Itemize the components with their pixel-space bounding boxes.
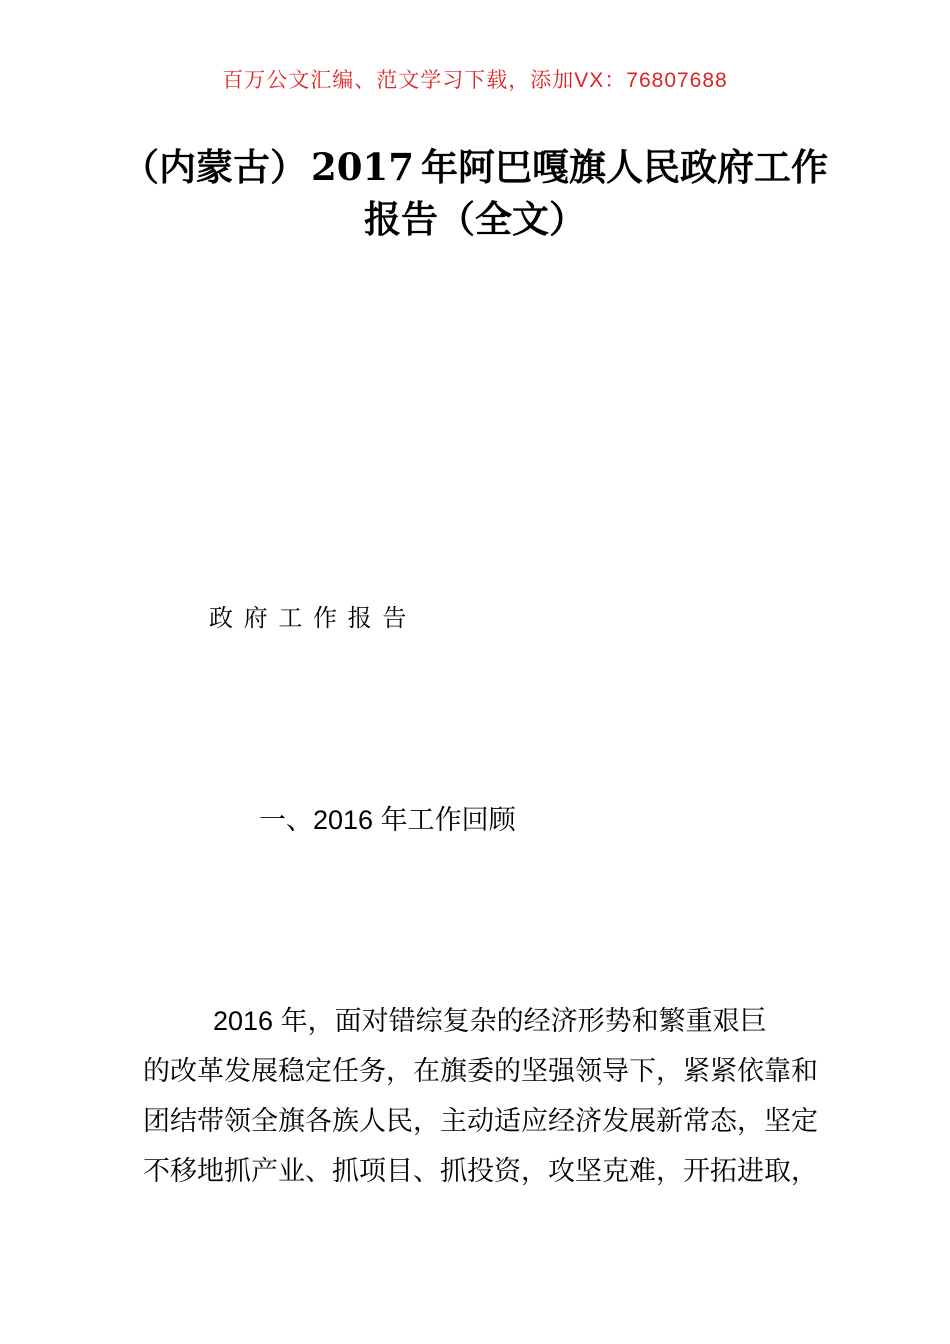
- paragraph-line: 不移地抓产业、抓项目、抓投资，攻坚克难，开拓进取，: [143, 1156, 818, 1186]
- title-year: 2017: [311, 145, 414, 189]
- document-title-line2: 报告（全文）: [364, 199, 586, 240]
- body-paragraph: [143, 996, 833, 1196]
- title-line1-suffix: 年阿巴嘎旗人民政府工作: [420, 147, 828, 188]
- section-heading: 一、2016 年工作回顾: [259, 805, 516, 835]
- paragraph-line: 的改革发展稳定任务，在旗委的坚强领导下，紧紧依靠和: [143, 1056, 818, 1086]
- paragraph-line: 2016 年，面对错综复杂的经济形势和繁重艰巨: [213, 1006, 767, 1036]
- document-title-line1: [0, 141, 950, 194]
- document-title: [0, 141, 950, 246]
- promo-header-text: 百万公文汇编、范文学习下载，添加VX：76807688: [222, 69, 728, 92]
- report-label: 政 府 工 作 报 告: [209, 605, 409, 632]
- paragraph-line: 团结带领全旗各族人民，主动适应经济发展新常态，坚定: [143, 1106, 818, 1136]
- title-line1-prefix: （内蒙古）: [122, 147, 307, 188]
